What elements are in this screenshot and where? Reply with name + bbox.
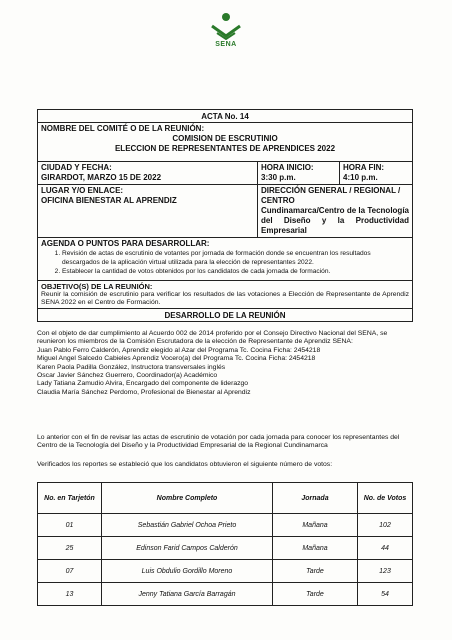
city-value: GIRARDOT, MARZO 15 DE 2022 xyxy=(41,173,162,182)
agenda-list xyxy=(38,250,412,280)
development-verified: Verificados los reportes se estableció que los candidatos obtuvieron el siguiente número de votos: xyxy=(37,461,333,468)
cell-shift: Tarde xyxy=(273,583,358,606)
table-row xyxy=(38,560,413,583)
cell-name: Sebastián Gabriel Ochoa Prieto xyxy=(102,514,273,537)
cell-votes: 44 xyxy=(358,537,413,560)
cell-number: 01 xyxy=(38,514,102,537)
member-item: Miguel Angel Salcedo Cabieles Aprendiz Vocero(a) del Programa Tc. Cocina Ficha: 2454218 xyxy=(37,355,316,363)
cell-votes: 102 xyxy=(358,514,413,537)
acta-title: ACTA No. 14 xyxy=(201,112,249,121)
agenda-block xyxy=(38,238,412,280)
member-item: Claudia María Sánchez Perdomo, Profesional de Bienestar al Aprendiz xyxy=(37,388,251,396)
agenda-item: 1. Revisión de actas de escrutinio de votantes por jornada de formación donde se encuentran los resultados descargados de la aplicación virtual utilizada para la elección de representantes 2022. xyxy=(62,250,406,267)
table-row xyxy=(38,514,413,537)
sena-logo-icon xyxy=(209,12,243,40)
committee-label: NOMBRE DEL COMITÉ O DE LA REUNIÓN: xyxy=(41,124,205,133)
committee-line2: ELECCION DE REPRESENTANTES DE APRENDICES 2022 xyxy=(114,144,336,153)
committee-line1: COMISION DE ESCRUTINIO xyxy=(172,134,278,143)
development-title: DESARROLLO DE LA REUNIÓN xyxy=(164,311,286,321)
cell-number: 07 xyxy=(38,560,102,583)
member-item: Oscar Javier Sánchez Guerrero, Coordinador(a) Académico xyxy=(37,372,218,380)
table-row xyxy=(38,583,413,606)
cell-name: Luis Obdulio Gordillo Moreno xyxy=(102,560,273,583)
city-label: CIUDAD Y FECHA: xyxy=(41,163,112,172)
votes-table-header-row xyxy=(38,483,413,514)
table-row xyxy=(38,537,413,560)
objective-text: Reunir la comisión de escrutinio para verificar los resultados de las votaciones a Elección de Representante de Aprendiz SENA 2022 en el Centro de Formación. xyxy=(41,290,409,306)
direction-line1: DIRECCIÓN GENERAL / REGIONAL / CENTRO xyxy=(261,186,401,205)
start-label: HORA INICIO: xyxy=(261,163,314,172)
cell-votes: 123 xyxy=(358,560,413,583)
start-time-cell xyxy=(257,162,339,184)
col-header-shift: Jornada xyxy=(273,483,358,514)
end-label: HORA FIN: xyxy=(343,163,385,172)
place-value: OFICINA BIENESTAR AL APRENDIZ xyxy=(41,196,177,205)
cell-number: 13 xyxy=(38,583,102,606)
acta-header-table xyxy=(37,109,413,322)
col-header-name: Nombre Completo xyxy=(102,483,273,514)
votes-table xyxy=(37,482,413,606)
agenda-label: AGENDA O PUNTOS PARA DESARROLLAR: xyxy=(41,239,210,248)
cell-votes: 54 xyxy=(358,583,413,606)
col-header-number: No. en Tarjetón xyxy=(38,483,102,514)
start-value: 3:30 p.m. xyxy=(261,173,296,182)
development-purpose: Lo anterior con el fin de revisar las actas de escrutinio de votación por cada jornada para conocer los representantes del Centro de la Tecnología del Diseño y la Productividad Empresarial de la Regional Cundinamarca xyxy=(37,434,400,450)
end-value: 4:10 p.m. xyxy=(343,173,378,182)
development-intro: Con el objeto de dar cumplimiento al Acuerdo 002 de 2014 proferido por el Consejo Directivo Nacional del SENA, se reunieron los miembros de la Comisión Escrutadora de la elección de Representante de Aprendiz SENA: xyxy=(37,330,388,346)
sena-logo xyxy=(196,12,256,48)
member-item: Juan Pablo Ferro Calderón, Aprendiz elegido al Azar del Programa Tc. Cocina Ficha: 2454218 xyxy=(37,346,321,354)
col-header-votes: No. de Votos xyxy=(358,483,413,514)
direction-cell xyxy=(257,185,412,237)
member-item: Lady Tatiana Zamudio Alvira, Encargado del componente de liderazgo xyxy=(37,380,249,388)
objective-block xyxy=(38,281,412,309)
committee-block xyxy=(38,123,412,155)
cell-name: Jenny Tatiana García Barragán xyxy=(102,583,273,606)
member-item: Karen Paola Padilla González, Instructora transversales inglés xyxy=(37,363,226,371)
cell-shift: Mañana xyxy=(273,537,358,560)
direction-line2: Cundinamarca/Centro de la Tecnología del Diseño y la Productividad Empresarial xyxy=(261,206,409,235)
logo-text: SENA xyxy=(215,41,237,48)
development-body xyxy=(37,330,415,397)
end-time-cell xyxy=(339,162,412,184)
agenda-item: 2. Establecer la cantidad de votos obtenidos por los candidatos de cada jornada de formación. xyxy=(62,268,406,277)
city-date-cell xyxy=(38,162,257,184)
place-cell xyxy=(38,185,257,237)
cell-name: Edinson Farid Campos Calderón xyxy=(102,537,273,560)
cell-shift: Tarde xyxy=(273,560,358,583)
cell-number: 25 xyxy=(38,537,102,560)
cell-shift: Mañana xyxy=(273,514,358,537)
place-label: LUGAR Y/O ENLACE: xyxy=(41,186,124,195)
objective-label: OBJETIVO(S) DE LA REUNIÓN: xyxy=(41,281,153,291)
